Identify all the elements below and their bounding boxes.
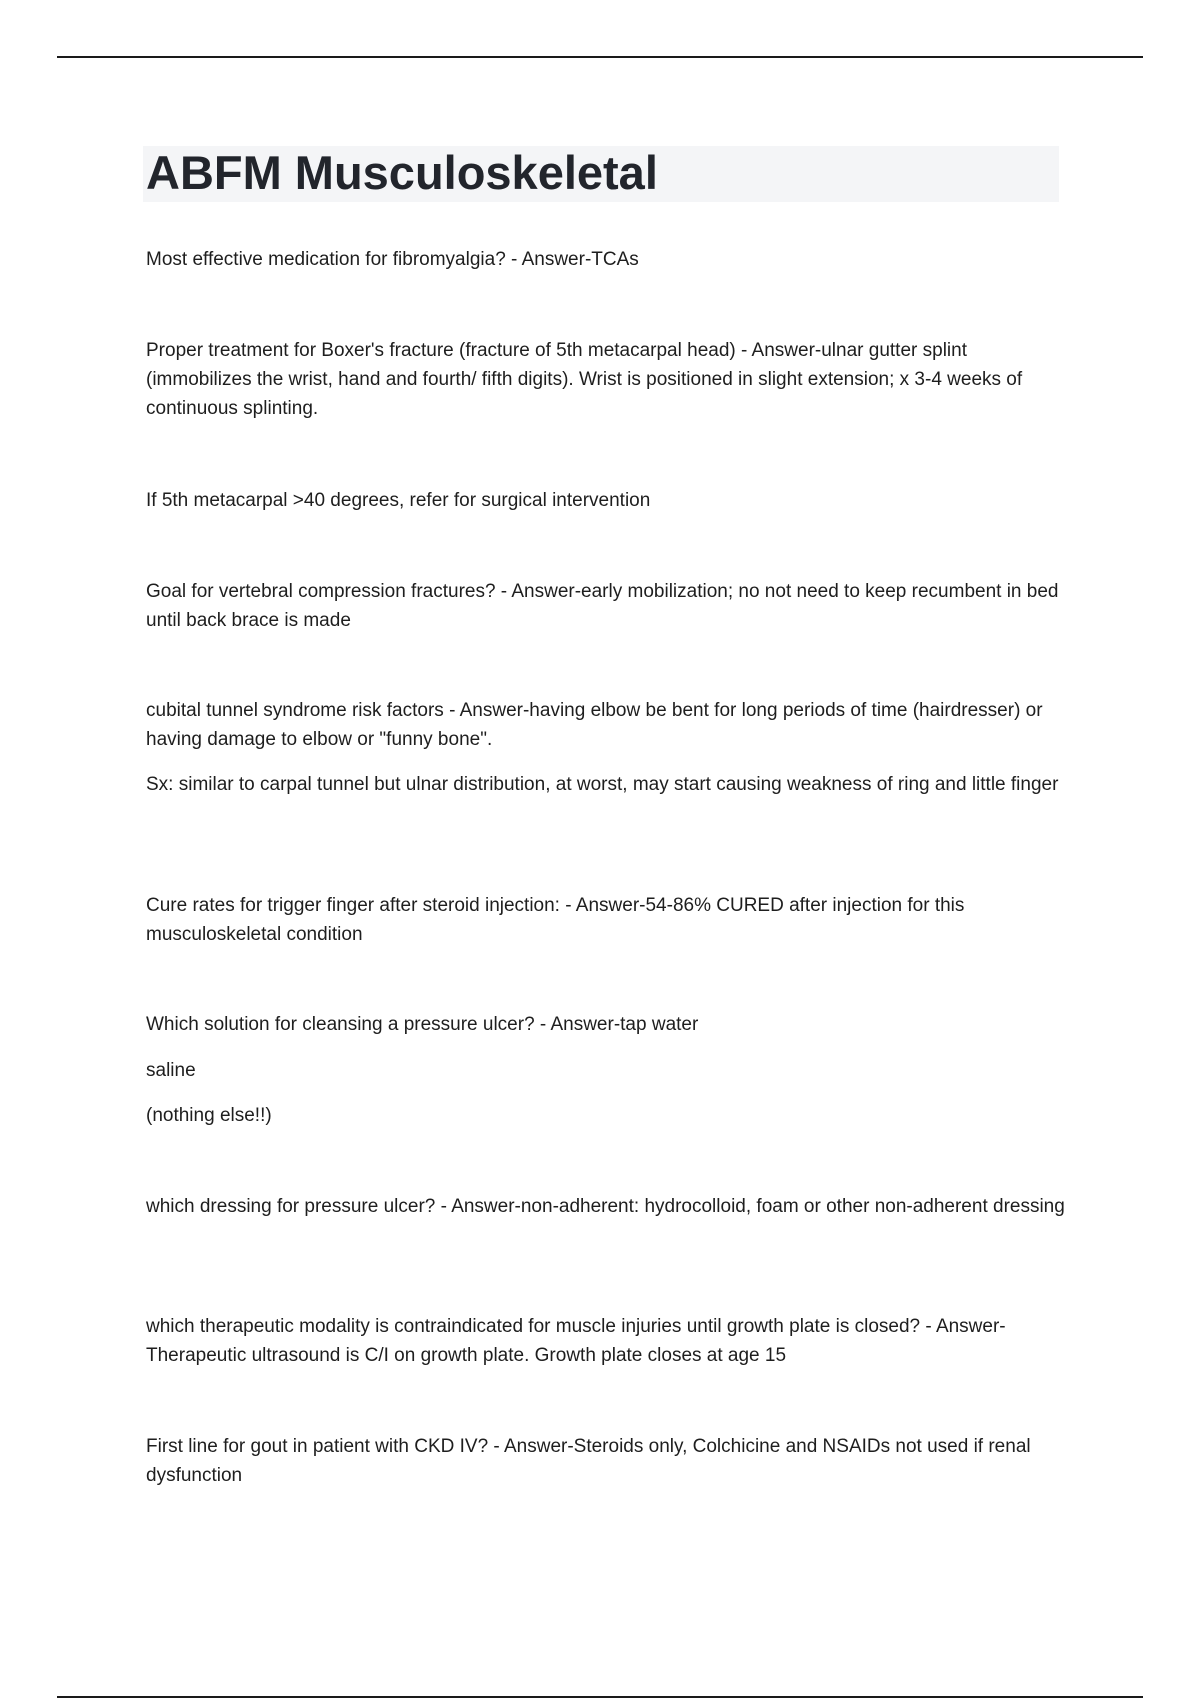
qa-vertebral-compression: Goal for vertebral compression fractures? - Answer-early mobilization; no not need to keep recumbent in bed until back brace is made <box>146 581 1059 631</box>
note-metacarpal-surgery: If 5th metacarpal >40 degrees, refer for surgical intervention <box>146 490 651 511</box>
qa-fibromyalgia: Most effective medication for fibromyalgia? - Answer-TCAs <box>146 249 639 270</box>
qa-cubital-tunnel: cubital tunnel syndrome risk factors - Answer-having elbow be bent for long periods of time (hairdresser) or having damage to elbow or "funny bone". <box>146 700 1043 750</box>
bottom-rule <box>57 1696 1143 1698</box>
qa-trigger-finger: Cure rates for trigger finger after steroid injection: - Answer-54-86% CURED after injection for this musculoskeletal condition <box>146 895 965 945</box>
qa-gout-ckd: First line for gout in patient with CKD IV? - Answer-Steroids only, Colchicine and NSAIDs not used if renal dysfunction <box>146 1436 1031 1486</box>
note-cubital-symptoms: Sx: similar to carpal tunnel but ulnar distribution, at worst, may start causing weakness of ring and little finger <box>146 774 1059 795</box>
qa-pressure-ulcer-dressing: which dressing for pressure ulcer? - Answer-non-adherent: hydrocolloid, foam or other non-adherent dressing <box>146 1196 1065 1217</box>
document-title: ABFM Musculoskeletal <box>146 146 658 199</box>
note-saline: saline <box>146 1060 196 1081</box>
top-rule <box>57 56 1143 58</box>
qa-growth-plate-modality: which therapeutic modality is contraindicated for muscle injuries until growth plate is closed? - Answer-Therapeutic ultrasound is C/I on growth plate. Growth plate closes at age 15 <box>146 1316 1006 1366</box>
note-nothing-else: (nothing else!!) <box>146 1105 272 1126</box>
qa-pressure-ulcer-cleansing: Which solution for cleansing a pressure ulcer? - Answer-tap water <box>146 1014 699 1035</box>
qa-boxers-fracture: Proper treatment for Boxer's fracture (fracture of 5th metacarpal head) - Answer-ulnar gutter splint (immobilizes the wrist, hand and fourth/ fifth digits). Wrist is positioned in slight extension; x 3-4 weeks of continuous splinting. <box>146 340 1023 419</box>
